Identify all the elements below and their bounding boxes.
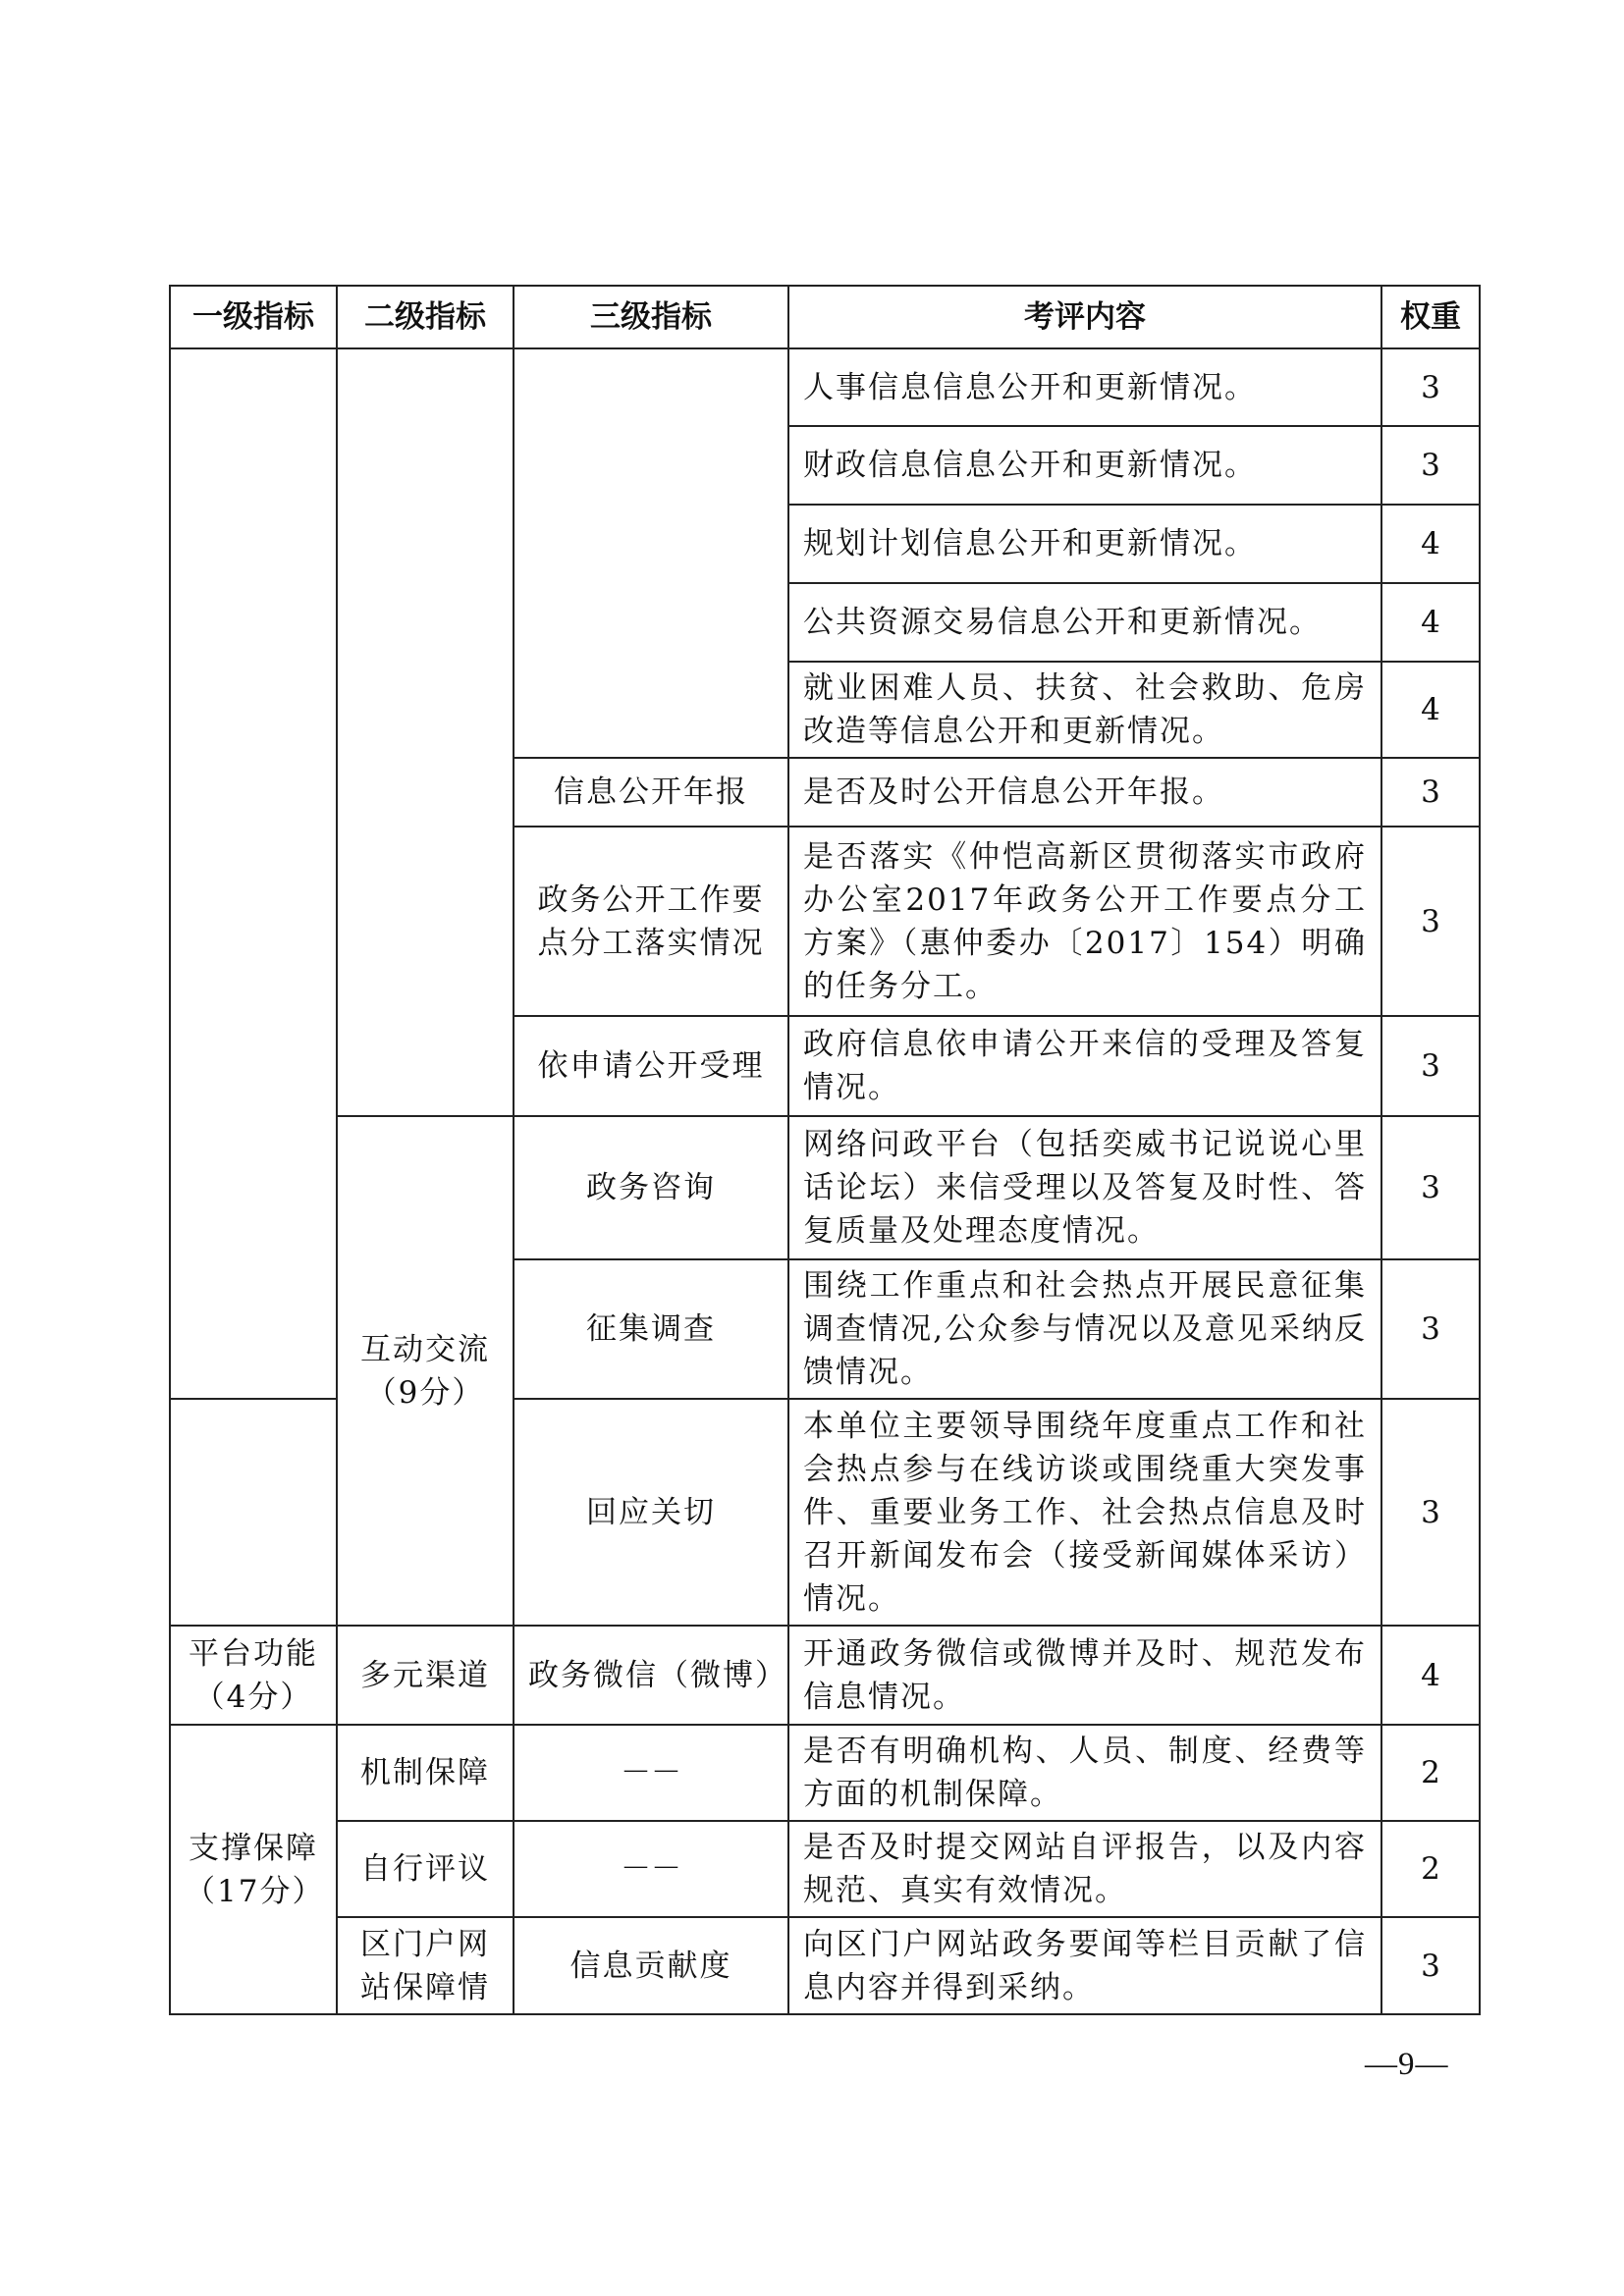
content-cell: 就业困难人员、扶贫、社会救助、危房改造等信息公开和更新情况。 xyxy=(788,662,1381,758)
table-row xyxy=(170,1116,1480,1259)
level3-cell: 回应关切 xyxy=(514,1399,788,1626)
weight-cell: 4 xyxy=(1381,662,1480,758)
level2-cell: 互动交流（9分） xyxy=(337,1116,514,1626)
content-cell: 开通政务微信或微博并及时、规范发布信息情况。 xyxy=(788,1626,1381,1725)
header-level2: 二级指标 xyxy=(337,286,514,348)
weight-cell: 2 xyxy=(1381,1725,1480,1821)
table-row xyxy=(170,1917,1480,2014)
weight-cell: 3 xyxy=(1381,1016,1480,1116)
header-weight: 权重 xyxy=(1381,286,1480,348)
weight-cell: 2 xyxy=(1381,1821,1480,1917)
table-row xyxy=(170,1626,1480,1725)
level2-cell: 自行评议 xyxy=(337,1821,514,1917)
weight-cell: 3 xyxy=(1381,426,1480,505)
table-row xyxy=(170,348,1480,426)
weight-cell: 3 xyxy=(1381,1917,1480,2014)
level1-cell: 支撑保障（17分） xyxy=(170,1725,337,2014)
content-cell: 人事信息信息公开和更新情况。 xyxy=(788,348,1381,426)
weight-cell: 3 xyxy=(1381,1399,1480,1626)
page-number: —9— xyxy=(1365,2047,1449,2082)
level2-cell: 机制保障 xyxy=(337,1725,514,1821)
header-level3: 三级指标 xyxy=(514,286,788,348)
content-cell: 是否及时公开信息公开年报。 xyxy=(788,758,1381,827)
header-level1: 一级指标 xyxy=(170,286,337,348)
weight-cell: 4 xyxy=(1381,583,1480,662)
content-cell: 政府信息依申请公开来信的受理及答复情况。 xyxy=(788,1016,1381,1116)
table-row xyxy=(170,1725,1480,1821)
level3-cell: 政务咨询 xyxy=(514,1116,788,1259)
level3-cell: 依申请公开受理 xyxy=(514,1016,788,1116)
weight-cell: 4 xyxy=(1381,1626,1480,1725)
content-cell: 是否有明确机构、人员、制度、经费等方面的机制保障。 xyxy=(788,1725,1381,1821)
evaluation-table xyxy=(169,285,1481,2015)
header-content: 考评内容 xyxy=(788,286,1381,348)
content-cell: 财政信息信息公开和更新情况。 xyxy=(788,426,1381,505)
weight-cell: 3 xyxy=(1381,348,1480,426)
level3-cell-empty xyxy=(514,348,788,758)
level2-cell-empty xyxy=(337,348,514,1116)
level3-cell: 政务公开工作要点分工落实情况 xyxy=(514,827,788,1016)
level3-cell: 信息公开年报 xyxy=(514,758,788,827)
level2-cell: 区门户网站保障情 xyxy=(337,1917,514,2014)
content-cell: 公共资源交易信息公开和更新情况。 xyxy=(788,583,1381,662)
weight-cell: 3 xyxy=(1381,1116,1480,1259)
weight-cell: 3 xyxy=(1381,1259,1480,1399)
content-cell: 是否及时提交网站自评报告，以及内容规范、真实有效情况。 xyxy=(788,1821,1381,1917)
level3-cell: －－ xyxy=(514,1821,788,1917)
content-cell: 向区门户网站政务要闻等栏目贡献了信息内容并得到采纳。 xyxy=(788,1917,1381,2014)
table-row xyxy=(170,1821,1480,1917)
level3-cell: 政务微信（微博） xyxy=(514,1626,788,1725)
content-cell: 围绕工作重点和社会热点开展民意征集调查情况,公众参与情况以及意见采纳反馈情况。 xyxy=(788,1259,1381,1399)
level3-cell: 征集调查 xyxy=(514,1259,788,1399)
level1-cell-empty xyxy=(170,1399,337,1626)
weight-cell: 4 xyxy=(1381,505,1480,583)
level1-cell-empty xyxy=(170,348,337,1399)
content-cell: 规划计划信息公开和更新情况。 xyxy=(788,505,1381,583)
table-header-row xyxy=(170,286,1480,348)
content-cell: 本单位主要领导围绕年度重点工作和社会热点参与在线访谈或围绕重大突发事件、重要业务工作、社会热点信息及时召开新闻发布会（接受新闻媒体采访）情况。 xyxy=(788,1399,1381,1626)
content-cell: 网络问政平台（包括奕威书记说说心里话论坛）来信受理以及答复及时性、答复质量及处理态度情况。 xyxy=(788,1116,1381,1259)
content-cell: 是否落实《仲恺高新区贯彻落实市政府办公室2017年政务公开工作要点分工方案》（惠仲委办〔2017〕154）明确的任务分工。 xyxy=(788,827,1381,1016)
weight-cell: 3 xyxy=(1381,758,1480,827)
level3-cell: 信息贡献度 xyxy=(514,1917,788,2014)
level1-cell: 平台功能（4分） xyxy=(170,1626,337,1725)
weight-cell: 3 xyxy=(1381,827,1480,1016)
level3-cell: －－ xyxy=(514,1725,788,1821)
level2-cell: 多元渠道 xyxy=(337,1626,514,1725)
